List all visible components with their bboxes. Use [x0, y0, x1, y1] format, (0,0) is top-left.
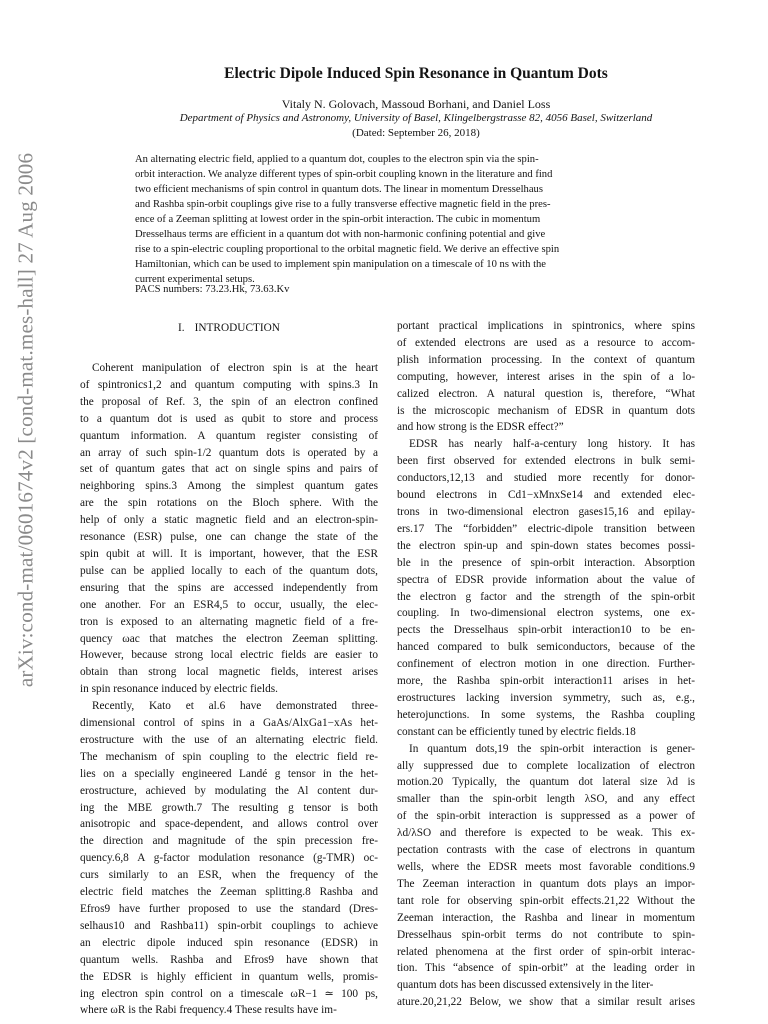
text-line: in spin resonance induced by electric fields.: [80, 683, 278, 696]
text-line: calized electron. A natural question is, therefore, “What: [397, 387, 695, 400]
text-line: spin qubit at will. It is important, however, that the ESR: [80, 547, 378, 560]
text-line: computing, however, interest arises in the spin of a lo-: [397, 370, 695, 383]
text-line: help of only a static magnetic field and an electron-spin-: [80, 514, 378, 527]
text-line: are the spin rotations on the Bloch sphere. With the: [80, 497, 378, 510]
text-line: selhaus10 and Rashba11) spin-orbit couplings to achieve: [80, 919, 378, 932]
text-line: Coherent manipulation of electron spin is at the heart: [92, 362, 378, 374]
text-line: an array of such spin-1/2 quantum dots is operated by a: [80, 446, 378, 459]
text-line: of extended electrons are used as a resource to accom-: [397, 336, 695, 349]
text-line: quency ωac that matches the electron Zeeman splitting.: [80, 632, 378, 645]
text-line: tion. This “absence of spin-orbit” at the leading order in: [397, 962, 695, 975]
text-line: bound electrons in Cd1−xMnxSe14 and extended elec-: [397, 489, 695, 502]
text-line: ing electron spin control on a timescale ωR−1 ≃ 100 ps,: [80, 987, 378, 1000]
abstract-line: An alternating electric field, applied to a quantum dot, couples to the electron spin via the spin-: [135, 154, 539, 165]
abstract-line: orbit interaction. We analyze different types of spin-orbit coupling known in the literature and find: [135, 169, 553, 180]
text-line: is the microscopic mechanism of EDSR in quantum dots: [397, 404, 695, 417]
text-line: dimensional control of spins in a GaAs/AlxGa1−xAs het-: [80, 717, 378, 730]
text-line: erostructures lacking inversion symmetry, such as, e.g.,: [397, 691, 695, 704]
text-line: where ωR is the Rabi frequency.4 These results have im-: [80, 1004, 337, 1017]
text-line: anisotropic and space-dependent, and allows control over: [80, 818, 378, 831]
text-line: quantum wells. Rashba and Efros9 have shown that: [80, 953, 378, 966]
section-heading: [80, 322, 378, 334]
text-line: ally suppressed due to complete localization of electron: [397, 759, 695, 772]
text-line: been first observed for extended electrons in bulk semi-: [397, 455, 695, 468]
section-title: INTRODUCTION: [194, 322, 280, 334]
text-line: motion.20 Typically, the quantum dot lateral size λd is: [397, 776, 695, 789]
abstract-line: and Rashba spin-orbit couplings give rise to a fully transverse effective magnetic field in the pres-: [135, 199, 551, 210]
text-line: the proposal of Ref. 3, the spin of an electron confined: [80, 395, 378, 408]
text-line: λd/λSO and therefore is expected to be weak. This ex-: [397, 827, 695, 840]
abstract-line: two efficient mechanisms of spin control in quantum dots. The linear in momentum Dresselhaus: [135, 184, 543, 195]
text-line: ble in the presence of spin-orbit interaction. Absorption: [397, 556, 695, 569]
text-line: pectation contrasts with the case of electrons in quantum: [397, 844, 695, 857]
text-line: wells, where the EDSR meets most favorable conditions.9: [397, 861, 695, 873]
text-line: lies on a specially engineered Landé g tensor in the het-: [80, 767, 378, 780]
text-line: trons in two-dimensional electron gases15,16 and epilay-: [397, 505, 695, 518]
text-line: ature.20,21,22 Below, we show that a similar result arises: [397, 996, 695, 1009]
left-column: [80, 360, 378, 1019]
text-line: heterojunctions. In some systems, the Rashba coupling: [397, 708, 695, 721]
text-line: pulse can be applied locally to each of the quantum dots,: [80, 564, 378, 577]
affiliation: Department of Physics and Astronomy, University of Basel, Klingelbergstrasse 82, 4056 Basel, Switzerland: [179, 112, 653, 124]
text-line: curs similarly to an ESR, when the frequency of the: [80, 869, 378, 882]
right-column: [397, 318, 695, 1011]
text-line: tant role for observing spin-orbit effects.21,22 Without the: [397, 894, 695, 907]
text-line: more, the Rashba spin-orbit interaction11 arises in het-: [397, 675, 695, 688]
text-line: In quantum dots,19 the spin-orbit interaction is gener-: [409, 742, 695, 755]
text-line: coupling. In two-dimensional electron systems, one ex-: [397, 607, 695, 620]
abstract-line: ence of a Zeeman splitting at lowest order in the spin-orbit interaction. The cubic in momentum: [135, 214, 541, 225]
text-line: plish information processing. In the context of quantum: [397, 353, 695, 366]
text-line: the EDSR is highly efficient in quantum wells, promis-: [80, 970, 378, 983]
text-line: ing the MBE growth.7 The resulting g tensor is both: [80, 801, 378, 814]
abstract-line: rise to a spin-electric coupling proportional to the orbital magnetic field. We derive an effective spin: [135, 244, 560, 255]
text-line: of spintronics1,2 and quantum computing with spins.3 In: [80, 378, 378, 391]
text-line: EDSR has nearly half-a-century long history. It has: [409, 438, 695, 451]
arxiv-identifier: arXiv:cond-mat/0601674v2 [cond-mat.mes-hall] 27 Aug 2006: [13, 152, 38, 688]
text-line: and how strong is the EDSR effect?”: [397, 421, 564, 434]
abstract-line: Dresselhaus terms are efficient in a quantum dot with non-harmonic confining potential and give: [135, 229, 546, 240]
text-line: Dresselhaus spin-orbit terms do not contribute to spin-: [397, 928, 695, 941]
pacs-numbers: PACS numbers: 73.23.Hk, 73.63.Kv: [135, 284, 290, 295]
text-line: However, because strong local electric fields are easier to: [80, 649, 378, 662]
text-line: confinement of electron motion in one direction. Further-: [397, 658, 695, 671]
abstract-line: current experimental setups.: [135, 274, 255, 285]
text-line: quantum information. A quantum register consisting of: [80, 429, 378, 442]
text-line: constant can be efficiently tuned by electric fields.18: [397, 725, 636, 738]
text-line: electric field matches the Zeeman splitting.8 Rashba and: [80, 886, 378, 899]
arxiv-sidebar: [6, 135, 46, 705]
paper-title: Electric Dipole Induced Spin Resonance in Quantum Dots: [224, 65, 608, 82]
text-line: one another. For an ESR4,5 to occur, usually, the elec-: [80, 598, 378, 611]
text-line: to a quantum dot is used as qubit to store and process: [80, 412, 378, 425]
text-line: pects the Dresselhaus spin-orbit interaction10 to be en-: [397, 624, 695, 637]
abstract-line: Hamiltonian, which can be used to implement spin manipulation on a timescale of 10 ns with the: [135, 259, 547, 270]
text-line: the electron spin-up and spin-down states becomes possi-: [397, 539, 695, 552]
text-line: Recently, Kato et al.6 have demonstrated three-: [92, 700, 378, 713]
text-line: ensuring that the spins are accessed independently from: [80, 581, 378, 594]
abstract: [135, 152, 639, 287]
text-line: ers.17 The “forbidden” electric-dipole transition between: [397, 522, 695, 535]
text-line: obtain than strong local magnetic fields, interest arises: [80, 666, 378, 679]
text-line: erostructure with the use of an alternating electric field.: [80, 733, 378, 746]
text-line: conductors,12,13 and studied more recently for donor-: [397, 472, 695, 485]
text-line: of the spin-orbit interaction is suppressed as a power of: [397, 810, 695, 823]
text-line: set of quantum gates that act on single spins and pairs of: [80, 463, 378, 476]
text-line: Zeeman interaction, the Rashba and linear in momentum: [397, 911, 695, 924]
text-line: hanced compared to bulk semiconductors, because of the: [397, 641, 695, 654]
text-line: smaller than the spin-orbit length λSO, and any effect: [397, 793, 695, 806]
text-line: Efros9 have further proposed to use the standard (Dres-: [80, 903, 378, 915]
text-line: The mechanism of spin coupling to the electric field re-: [80, 750, 378, 763]
text-line: neighboring spins.3 Among the simplest quantum gates: [80, 480, 378, 493]
text-line: spectra of EDSR provide information about the value of: [397, 573, 695, 586]
text-line: portant practical implications in spintronics, where spins: [397, 320, 695, 332]
text-line: the electron g factor and the strength of the spin-orbit: [397, 590, 695, 603]
author-list: Vitaly N. Golovach, Massoud Borhani, and Daniel Loss: [281, 97, 551, 111]
text-line: quantum dots has been discussed extensively in the liter-: [397, 979, 654, 992]
date-line: (Dated: September 26, 2018): [352, 127, 480, 139]
text-line: an electric dipole induced spin resonance (EDSR) in: [80, 936, 378, 949]
text-line: tron is exposed to an alternating magnetic field of a fre-: [80, 615, 378, 628]
text-line: the direction and magnitude of the spin precession fre-: [80, 835, 378, 848]
text-line: quency.6,8 A g-factor modulation resonance (g-TMR) oc-: [80, 852, 378, 865]
section-number: I.: [178, 322, 185, 334]
text-line: The Zeeman interaction in quantum dots plays an impor-: [397, 877, 695, 890]
text-line: resonance (ESR) pulse, one can change the state of the: [80, 531, 378, 544]
text-line: related phenomena at the first order of spin-orbit interac-: [397, 945, 695, 958]
text-line: erostructure, achieved by modulating the Al content dur-: [80, 784, 378, 797]
